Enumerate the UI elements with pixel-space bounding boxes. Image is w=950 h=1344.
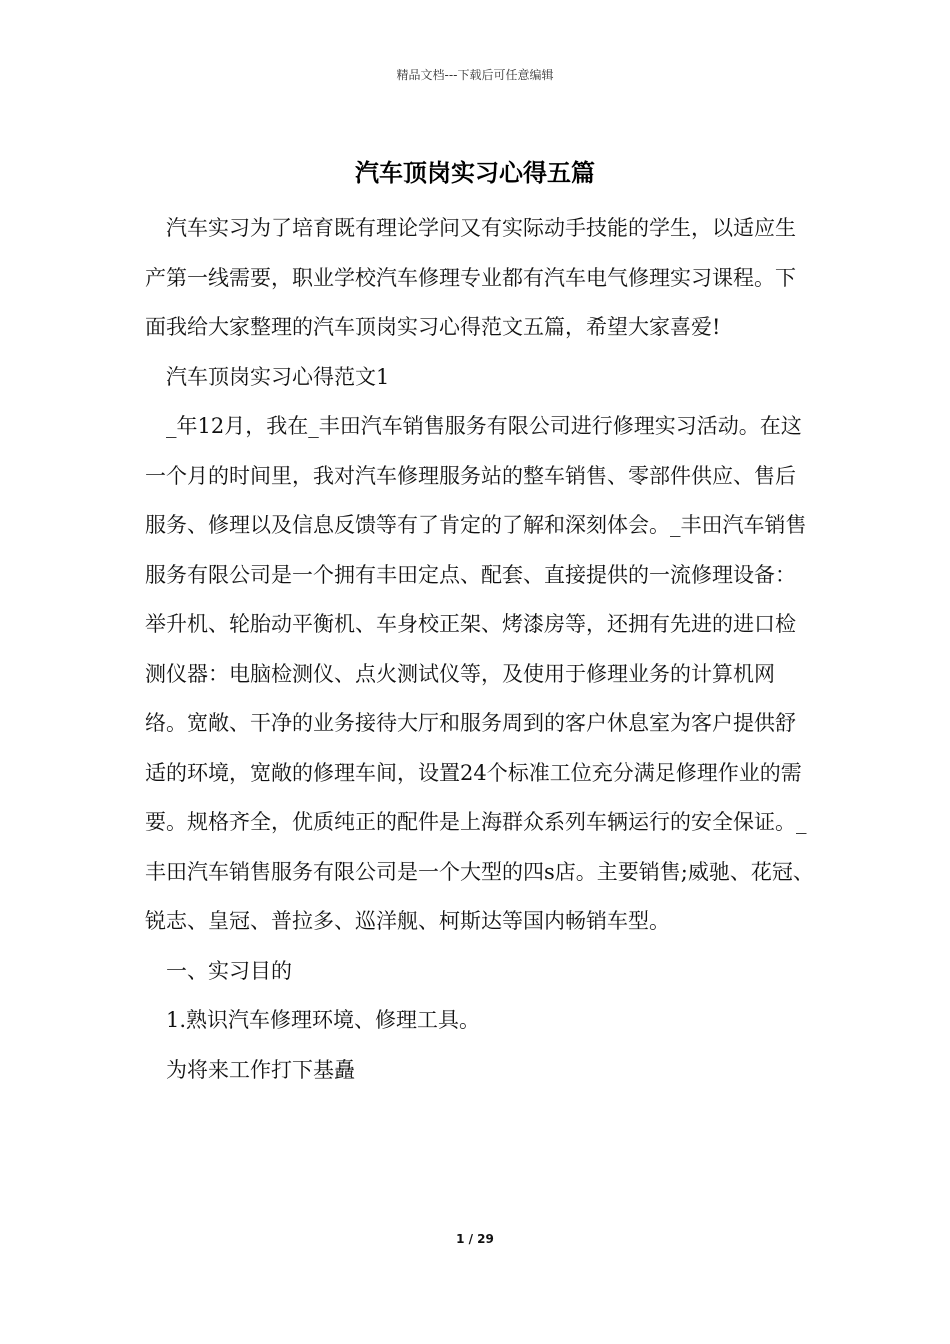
section-heading-sample-1: 汽车顶岗实习心得范文1 [166,364,390,389]
document-title: 汽车顶岗实习心得五篇 [355,159,595,187]
page-header: 精品文档---下载后可任意编辑 [396,68,554,82]
document-body [145,204,815,1095]
section-heading-purpose: 一、实习目的 [166,958,292,983]
body-paragraph-last: 为将来工作打下基矗 [166,1057,355,1082]
body-paragraph: _年12月，我在_丰田汽车销售服务有限公司进行修理实习活动。在这一个月的时间里，我对汽车修理服务站的整车销售、零部件供应、售后服务、修理以及信息反馈等有了肯定的了解和深刻体会。_丰田汽车销售服务有限公司是一个拥有丰田定点、配套、直接提供的一流修理设备：举升机、轮胎动平衡机、车身校正架、烤漆房等，还拥有先进的进口检测仪器：电脑检测仪、点火测试仪等，及使用于修理业务的计算机网络。宽敞、干净的业务接待大厅和服务周到的客户休息室为客户提供舒适的环境，宽敞的修理车间，设置24个标准工位充分满足修理作业的需要。规格齐全，优质纯正的配件是上海群众系列车辆运行的安全保证。_丰田汽车销售服务有限公司是一个大型的四s店。主要销售;威驰、花冠、锐志、皇冠、普拉多、巡洋舰、柯斯达等国内畅销车型。 [145,414,814,933]
list-item-1: 1.熟识汽车修理环境、修理工具。 [166,1008,481,1032]
intro-paragraph: 汽车实习为了培育既有理论学问又有实际动手技能的学生，以适应生产第一线需要，职业学校汽车修理专业都有汽车电气修理实习课程。下面我给大家整理的汽车顶岗实习心得范文五篇，希望大家喜爱! [145,216,796,339]
page-number: 1 / 29 [456,1232,494,1246]
